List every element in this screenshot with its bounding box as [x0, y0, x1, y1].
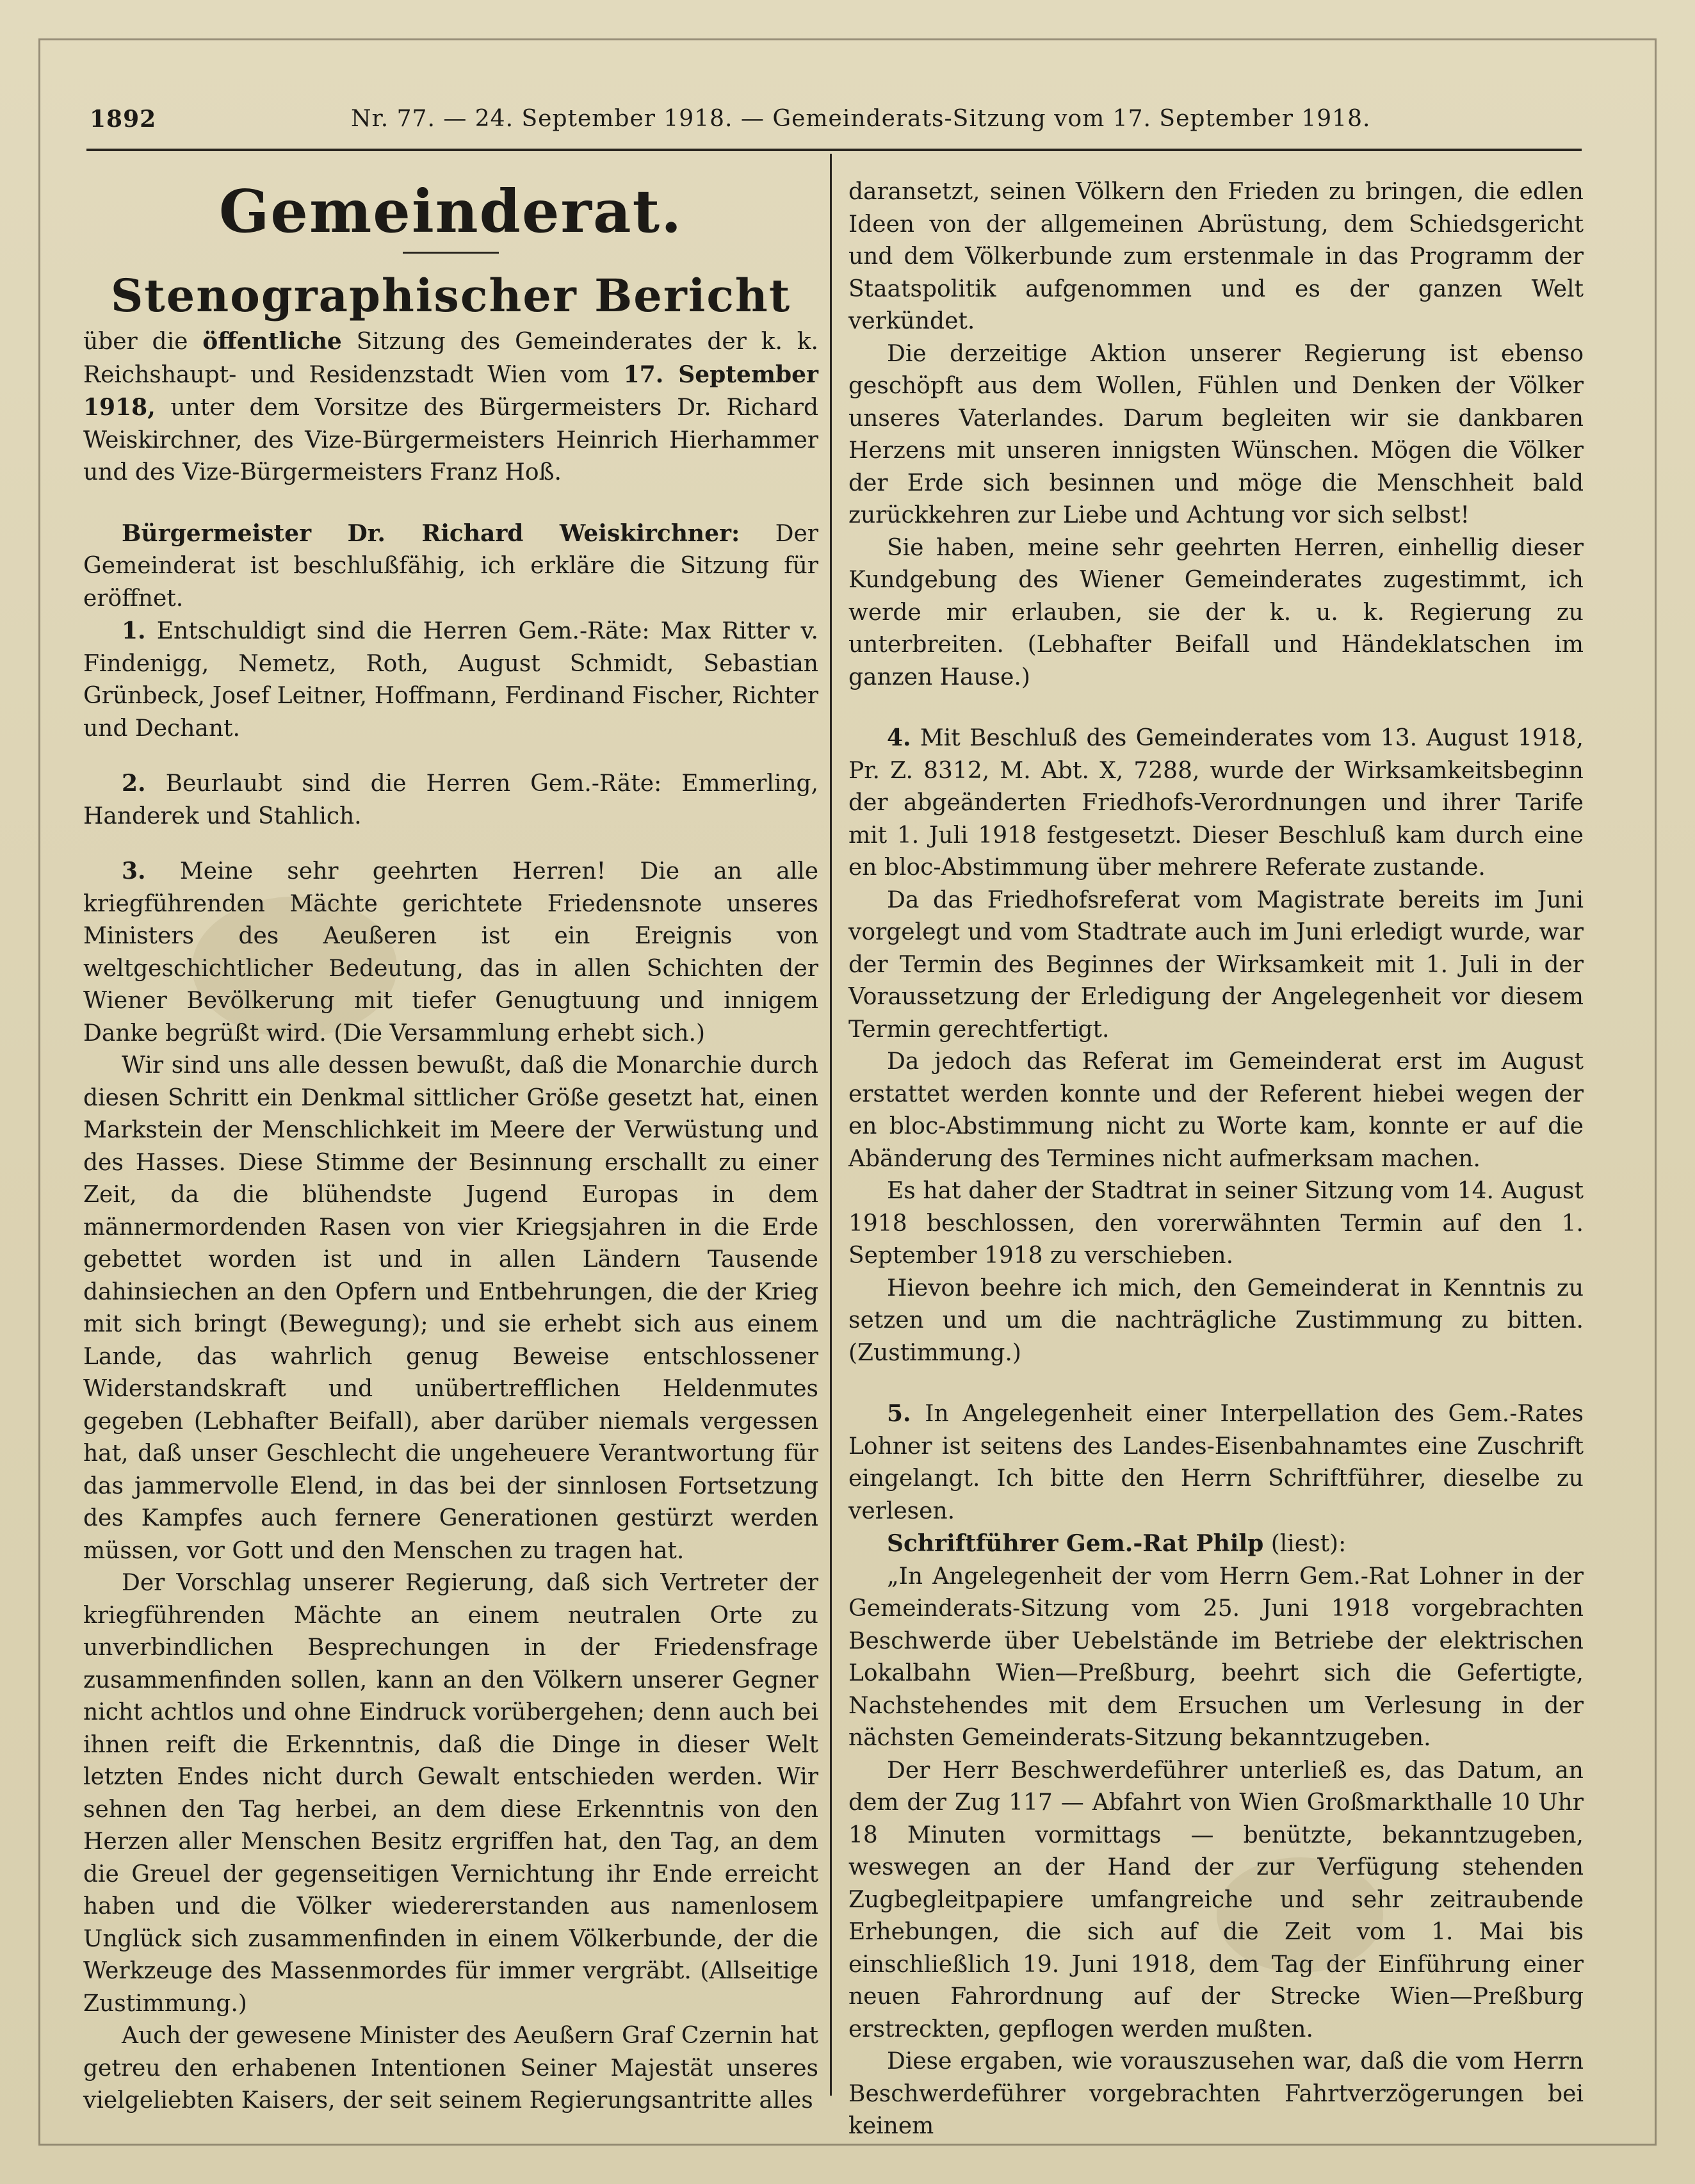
paragraph: Wir sind uns alle dessen bewußt, daß die Monarchie durch diesen Schritt ein Denkmal sittlicher Größe gesetzt hat, einen Markstein der Menschlichkeit im Meere der Verwüstung und des Hasses. Diese Stimme der Besinnung erschallt zu einer Zeit, da die blühendste Jugend Europas in dem männermordenden Rasen von vier Kriegsjahren in die Erde gebettet worden ist und in allen Ländern Tausende dahinsiechen an den Opfern und Entbehrungen, die der Krieg mit sich bringt (Bewegung); und sie erhebt sich aus einem Lande, das wahrlich genug Beweise entschlossener Widerstandskraft und unübertrefflichen Heldenmutes gegeben (Lebhafter Beifall), aber darüber niemals vergessen hat, daß unser Geschlecht die ungeheuere Verantwortung für das jammervolle Elend, in das bei der sinnlosen Fortsetzung des Kampfes auch fernere Generationen gestürzt werden müssen, vor Gott und den Menschen zu tragen hat. — [83, 1052, 818, 1564]
paragraph: Da das Friedhofsreferat vom Magistrate bereits im Juni vorgelegt und vom Stadtrate auch im Juni erledigt wurde, war der Termin des Beginnes der Wirksamkeit mit 1. Juli in der Voraussetzung der Erledigung der Angelegenheit vor diesem Termin gerechtfertigt. — [848, 886, 1584, 1043]
paragraph-text: In Angelegenheit einer Interpellation des Gem.-Rates Lohner ist seitens des Landes-Eisenbahnamtes eine Zuschrift eingelangt. Ich bitte den Herrn Schriftführer, dieselbe zu verlesen. — [848, 1401, 1584, 1524]
session-intro — [83, 325, 818, 489]
paragraph-text: Der Gemeinderat ist beschlußfähig, ich erkläre die Sitzung für eröffnet. — [83, 520, 818, 612]
running-title: Nr. 77. — 24. September 1918. — Gemeinderats-Sitzung vom 17. September 1918. — [351, 106, 1371, 132]
paragraph: Die derzeitige Aktion unserer Regierung ist ebenso geschöpft aus dem Wollen, Fühlen und Denken der Völker unseres Vaterlandes. Darum begleiten wir sie dankbaren Herzens mit unseren innigsten Wünschen. Mögen die Völker der Erde sich besinnen und möge die Menschheit bald zurückkehren zur Liebe und Achtung vor sich selbst! — [848, 340, 1584, 528]
paragraph-text: Beurlaubt sind die Herren Gem.-Räte: Emmerling, Handerek und Stahlich. — [83, 770, 818, 829]
paragraph: Hievon beehre ich mich, den Gemeinderat in Kenntnis zu setzen und um die nachträgliche Zustimmung zu bitten. (Zustimmung.) — [848, 1275, 1584, 1366]
speaker-name: Bürgermeister Dr. Richard Weiskirchner: — [122, 519, 740, 547]
section-title: Gemeinderat. — [218, 177, 683, 246]
intro-text: Sitzung des Gemeinderates der k. k. Reichshaupt- und Residenzstadt Wien vom — [83, 329, 818, 388]
item-number: 4. — [887, 724, 911, 751]
page-header — [90, 106, 1371, 144]
item-number: 5. — [887, 1400, 911, 1427]
paragraph-reader — [848, 1528, 1584, 1561]
paragraph-text: (liest): — [1263, 1531, 1347, 1557]
left-column — [83, 176, 818, 2117]
paragraph-item-2 — [83, 767, 818, 833]
title-divider — [403, 252, 499, 254]
right-column — [848, 176, 1584, 2143]
paragraph: daransetzt, seinen Völkern den Frieden zu bringen, die edlen Ideen von der allgemeinen Abrüstung, dem Schiedsgericht und dem Völkerbunde zum erstenmale in das Programm der Staatspolitik aufgenommen und es der ganzen Welt verkündet. — [848, 179, 1584, 334]
paragraph-item-5 — [848, 1398, 1584, 1528]
paragraph: Auch der gewesene Minister des Aeußern Graf Czernin hat getreu den erhabenen Intentionen Seiner Majestät unseres vielgeliebten Kaisers, der seit seinem Regierungsantritte alles — [83, 2023, 818, 2114]
paragraph: Sie haben, meine sehr geehrten Herren, einhellig dieser Kundgebung des Wiener Gemeinderates zugestimmt, ich werde mir erlauben, sie der k. u. k. Regierung zu unterbreiten. (Lebhafter Beifall und Händeklatschen im ganzen Hause.) — [848, 534, 1584, 690]
item-number: 1. — [122, 617, 146, 644]
paragraph: Es hat daher der Stadtrat in seiner Sitzung vom 14. August 1918 beschlossen, den vorerwähnten Termin auf den 1. September 1918 zu verschieben. — [848, 1178, 1584, 1269]
item-number: 2. — [122, 770, 146, 797]
header-rule — [86, 149, 1582, 151]
column-divider — [830, 154, 832, 2096]
intro-emph: öffentliche — [202, 328, 342, 355]
paragraph-opening — [83, 517, 818, 615]
paragraph: Da jedoch das Referat im Gemeinderat erst im August erstattet werden konnte und der Referent hiebei wegen der en bloc-Abstimmung nicht zu Worte kam, konnte er auf die Abänderung des Termines nicht aufmerksam machen. — [848, 1048, 1584, 1172]
intro-text: unter dem Vorsitze des Bürgermeisters Dr. Richard Weiskirchner, des Vize-Bürgermeisters Heinrich Hierhammer und des Vize-Bürgermeisters Franz Hoß. — [83, 395, 818, 485]
page-number: 1892 — [90, 106, 157, 133]
speaker-name: Schriftführer Gem.-Rat Philp — [887, 1530, 1264, 1557]
paragraph-text: Entschuldigt sind die Herren Gem.-Räte: Max Ritter v. Findenigg, Nemetz, Roth, August Schmidt, Sebastian Grünbeck, Josef Leitner, Hoffmann, Ferdinand Fischer, Richter und Dechant. — [83, 618, 818, 742]
intro-text: über die — [83, 329, 203, 355]
paragraph-item-3 — [83, 855, 818, 1050]
paragraph-item-4 — [848, 722, 1584, 884]
paragraph: Der Vorschlag unserer Regierung, daß sich Vertreter der kriegführenden Mächte an einem neutralen Orte zu unverbindlichen Besprechungen in der Friedensfrage zusammenfinden sollen, kann an den Völkern unserer Gegner nicht achtlos und ohne Eindruck vorübergehen; denn auch bei ihnen reift die Erkenntnis, daß die Dinge in dieser Welt letzten Endes nicht durch Gewalt entschieden werden. Wir sehnen den Tag herbei, an dem diese Erkenntnis von den Herzen aller Menschen Besitz ergriffen hat, den Tag, an dem die Greuel der gegenseitigen Vernichtung ihr Ende erreicht haben und die Völker wiedererstanden aus namenlosem Unglück sich zusammenfinden in einem Völkerbunde, der die Werkzeuge des Massenmordes für immer vergräbt. (Allseitige Zustimmung.) — [83, 1570, 818, 2017]
report-subtitle: Stenographischer Bericht — [110, 269, 791, 322]
paragraph-text: Meine sehr geehrten Herren! Die an alle kriegführenden Mächte gerichtete Friedensnote unseres Ministers des Aeußeren ist ein Ereignis von weltgeschichtlicher Bedeutung, das in allen Schichten der Wiener Bevölkerung mit tiefer Genugtuung und innigem Danke begrüßt wird. (Die Versammlung erhebt sich.) — [83, 858, 818, 1047]
paragraph-quote: „In Angelegenheit der vom Herrn Gem.-Rat Lohner in der Gemeinderats-Sitzung vom 25. Juni 1918 vorgebrachten Beschwerde über Uebelstände im Betriebe der elektrischen Lokalbahn Wien—Preßburg, beehrt sich die Gefertigte, Nachstehendes mit dem Ersuchen um Verlesung in der nächsten Gemeinderats-Sitzung bekanntzugeben. — [848, 1563, 1584, 1751]
item-number: 3. — [122, 858, 146, 884]
paragraph-quote: Diese ergaben, wie vorauszusehen war, daß die vom Herrn Beschwerdeführer vorgebrachten Fahrtverzögerungen bei keinem — [848, 2048, 1584, 2139]
session-date: 17. September 1918, — [83, 361, 818, 421]
paragraph-item-1 — [83, 615, 818, 745]
paragraph-text: Mit Beschluß des Gemeinderates vom 13. August 1918, Pr. Z. 8312, M. Abt. X, 7288, wurde der Wirksamkeitsbeginn der abgeänderten Friedhofs-Verordnungen und ihrer Tarife mit 1. Juli 1918 festgesetzt. Dieser Beschluß kam durch eine en bloc-Abstimmung über mehrere Referate zustande. — [848, 725, 1584, 881]
paragraph-quote: Der Herr Beschwerdeführer unterließ es, das Datum, an dem der Zug 117 — Abfahrt von Wien Großmarkthalle 10 Uhr 18 Minuten vormittags — benützte, bekanntzugeben, weswegen an der Hand der zur Verfügung stehenden Zugbegleitpapiere umfangreiche und sehr zeitraubende Erhebungen, die sich auf die Zeit vom 1. Mai bis einschließlich 19. Juni 1918, dem Tag der Einführung einer neuen Fahrordnung auf der Strecke Wien—Preßburg erstreckten, gepflogen werden mußten. — [848, 1757, 1584, 2042]
